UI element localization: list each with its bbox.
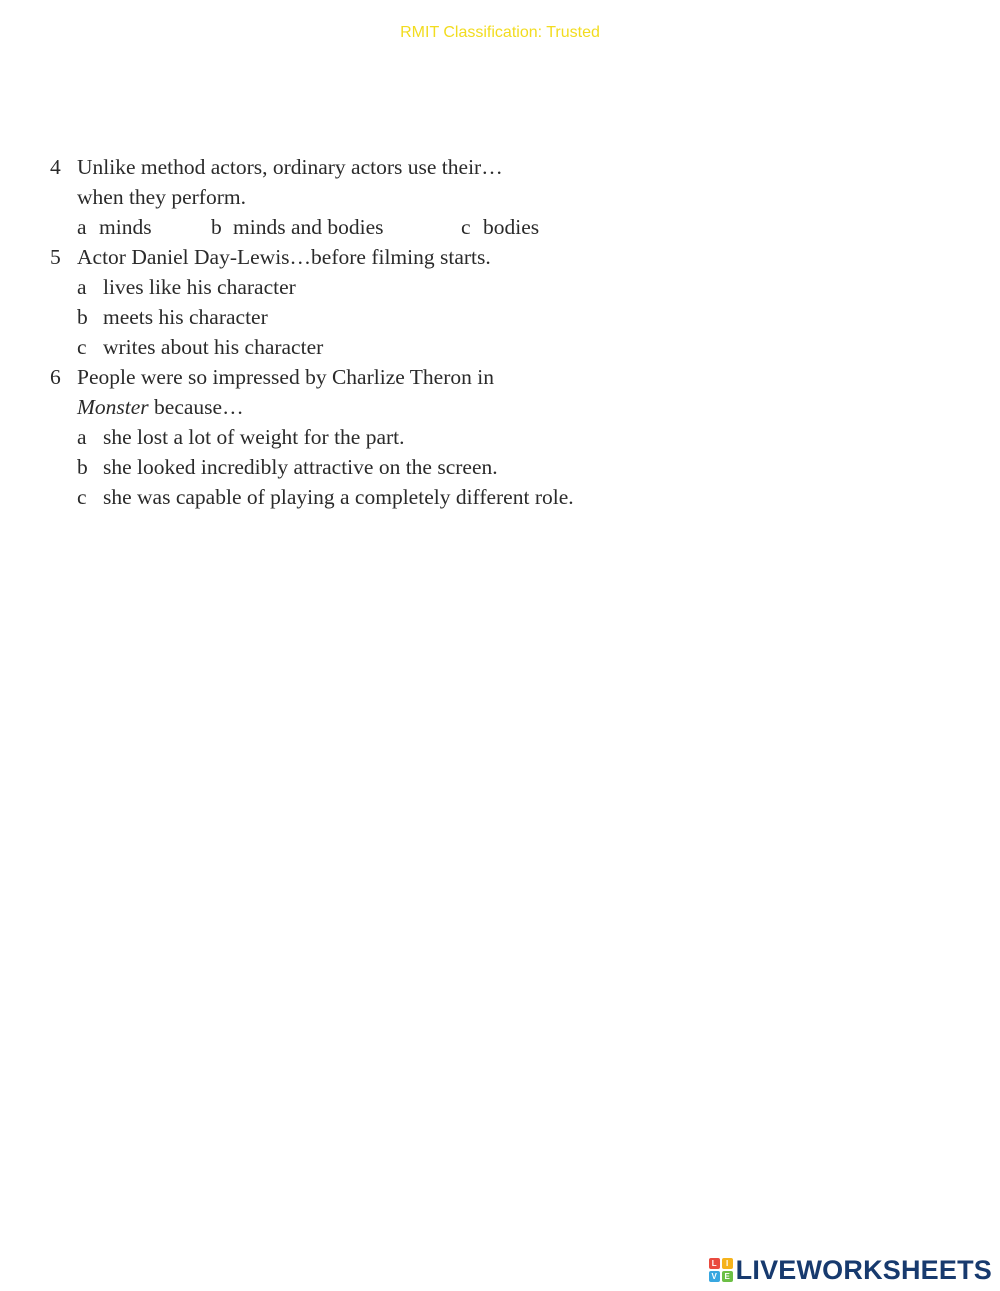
option-text: she lost a lot of weight for the part. [103, 425, 405, 449]
question-list [50, 152, 670, 512]
option-letter: a [77, 425, 87, 449]
question-text: Actor Daniel Day-Lewis…before filming starts. [77, 245, 491, 269]
option-letter: c [77, 485, 87, 509]
question-4 [50, 152, 670, 242]
option-b[interactable] [211, 212, 461, 242]
option-letter: b [77, 305, 88, 329]
option-text: bodies [483, 215, 540, 239]
option-a[interactable] [50, 422, 670, 452]
option-b[interactable] [50, 452, 670, 482]
question-text: People were so impressed by Charlize Theron in [77, 365, 494, 389]
classification-label: RMIT Classification: Trusted [400, 24, 600, 41]
option-a[interactable] [50, 272, 670, 302]
option-text: minds [99, 215, 152, 239]
option-text: meets his character [103, 305, 268, 329]
liveworksheets-logo-icon [709, 1258, 733, 1282]
question-6 [50, 362, 670, 512]
question-text-rest: because… [148, 395, 244, 419]
question-number: 5 [50, 245, 61, 269]
logo-text: LIVEWORKSHEETS [735, 1254, 992, 1285]
question-5-stem [50, 242, 670, 272]
option-letter: a [77, 215, 87, 239]
film-title: Monster [77, 395, 149, 419]
option-letter: c [461, 215, 471, 239]
option-b[interactable] [50, 302, 670, 332]
option-a[interactable] [77, 212, 211, 242]
option-text: she looked incredibly attractive on the screen. [103, 455, 498, 479]
option-c[interactable] [50, 332, 670, 362]
question-5 [50, 242, 670, 362]
logo-mark-v: V [709, 1271, 720, 1282]
option-text: writes about his character [103, 335, 324, 359]
question-text: Unlike method actors, ordinary actors use their… [77, 155, 503, 179]
option-letter: c [77, 335, 87, 359]
question-text-continued: when they perform. [77, 185, 246, 209]
question-text-continued [50, 392, 670, 422]
logo-mark-i: I [722, 1258, 733, 1269]
option-c[interactable] [50, 482, 670, 512]
option-letter: b [211, 215, 222, 239]
option-text: minds and bodies [233, 215, 384, 239]
logo-mark-l: L [709, 1258, 720, 1269]
question-number: 4 [50, 155, 61, 179]
option-letter: b [77, 455, 88, 479]
question-4-stem [50, 152, 670, 182]
option-text: lives like his character [103, 275, 296, 299]
question-6-stem [50, 362, 670, 392]
option-letter: a [77, 275, 87, 299]
option-c[interactable] [461, 212, 539, 242]
option-text: she was capable of playing a completely different role. [103, 485, 574, 509]
liveworksheets-logo [709, 1255, 992, 1285]
question-number: 6 [50, 365, 61, 389]
question-4-options [50, 212, 670, 242]
logo-mark-e: E [722, 1271, 733, 1282]
